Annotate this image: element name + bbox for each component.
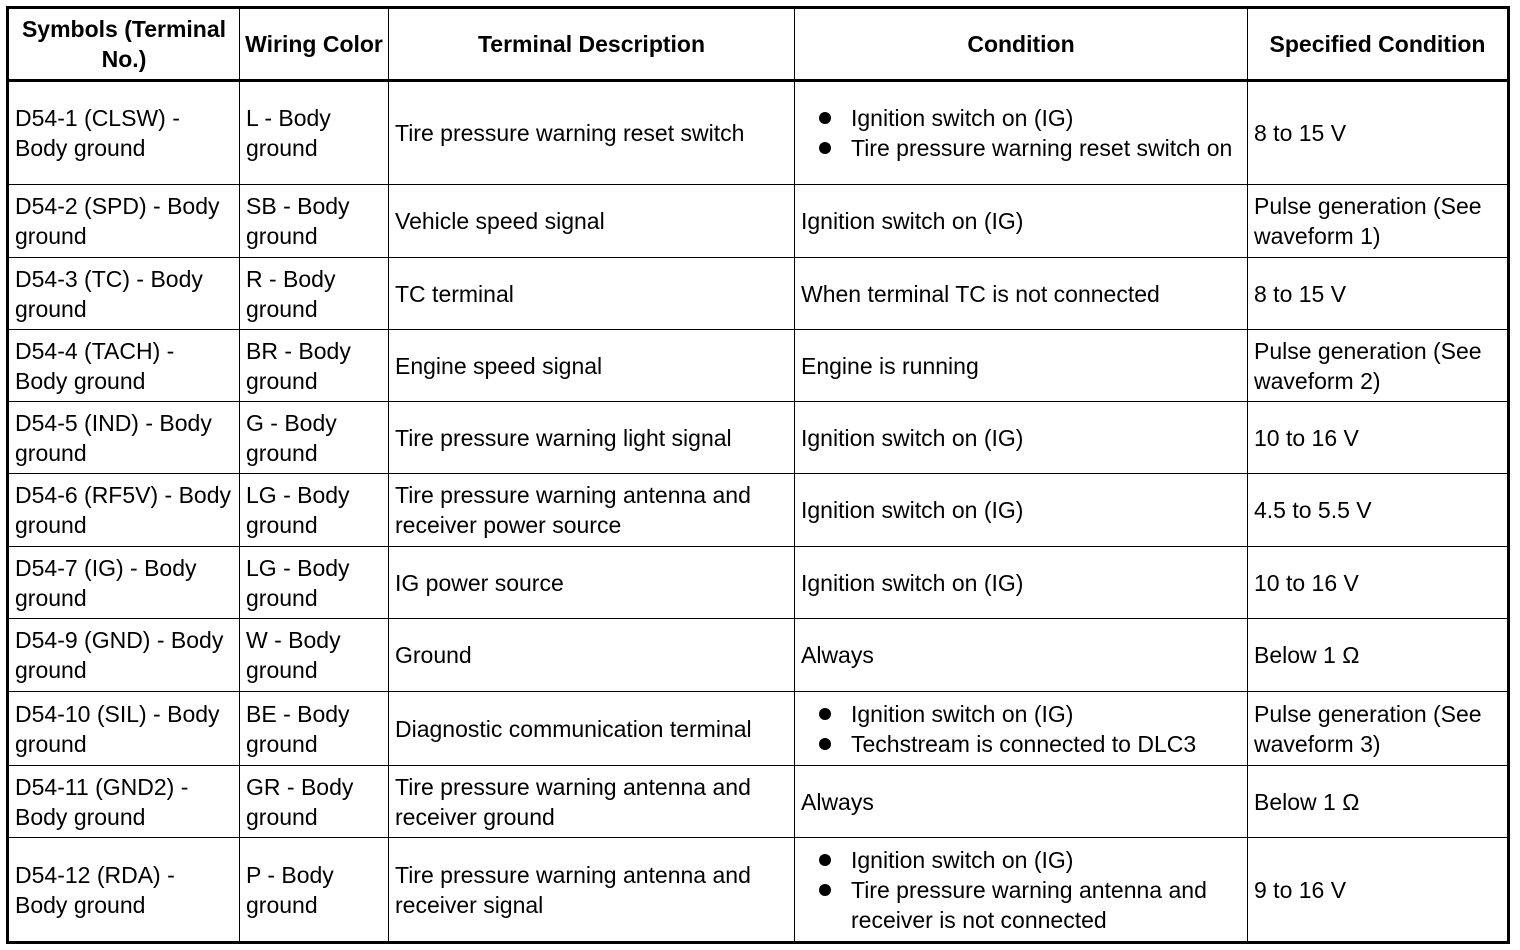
table-header-row (8, 8, 1509, 81)
terminal-symbol-cell: D54-12 (RDA) - Body ground (8, 838, 240, 943)
condition-list (801, 845, 1241, 935)
terminal-description-cell: Tire pressure warning light signal (389, 402, 795, 474)
condition-item (801, 845, 1241, 875)
condition-item (801, 729, 1241, 759)
specified-condition-cell: Pulse generation (See waveform 3) (1248, 692, 1509, 766)
bullet-icon (819, 884, 831, 896)
condition-list (801, 699, 1241, 759)
wiring-color-cell: L - Body ground (240, 81, 389, 185)
terminal-symbol-cell: D54-3 (TC) - Body ground (8, 258, 240, 330)
condition-cell (795, 619, 1248, 692)
condition-item (801, 875, 1241, 935)
terminal-description-cell: Tire pressure warning reset switch (389, 81, 795, 185)
header-symbols: Symbols (Terminal No.) (8, 8, 240, 81)
terminal-table (6, 6, 1510, 944)
header-wiring-color: Wiring Color (240, 8, 389, 81)
specified-condition-cell: 9 to 16 V (1248, 838, 1509, 943)
terminal-symbol-cell: D54-4 (TACH) - Body ground (8, 330, 240, 402)
terminal-description-cell: Tire pressure warning antenna and receiver ground (389, 766, 795, 838)
table-row (8, 330, 1509, 402)
terminal-description-cell: TC terminal (389, 258, 795, 330)
bullet-icon (819, 708, 831, 720)
table-body (8, 81, 1509, 943)
condition-item (801, 699, 1241, 729)
specified-condition-cell: 10 to 16 V (1248, 547, 1509, 619)
table-row (8, 402, 1509, 474)
condition-item (801, 103, 1241, 133)
specified-condition-cell: 8 to 15 V (1248, 258, 1509, 330)
table-row (8, 81, 1509, 185)
condition-cell (795, 766, 1248, 838)
table-row (8, 547, 1509, 619)
terminal-description-cell: Vehicle speed signal (389, 185, 795, 258)
condition-text: Tire pressure warning antenna and receiver is not connected (851, 876, 1207, 933)
terminal-description-cell: Tire pressure warning antenna and receiver signal (389, 838, 795, 943)
condition-cell (795, 330, 1248, 402)
specified-condition-cell: Pulse generation (See waveform 2) (1248, 330, 1509, 402)
header-specified-condition: Specified Condition (1248, 8, 1509, 81)
specified-condition-cell: 4.5 to 5.5 V (1248, 474, 1509, 547)
terminal-symbol-cell: D54-7 (IG) - Body ground (8, 547, 240, 619)
wiring-color-cell: LG - Body ground (240, 474, 389, 547)
condition-text: Always (801, 642, 874, 668)
condition-text: Ignition switch on (IG) (851, 700, 1074, 727)
condition-item (801, 133, 1241, 163)
specified-condition-cell: 10 to 16 V (1248, 402, 1509, 474)
condition-cell (795, 185, 1248, 258)
wiring-color-cell: W - Body ground (240, 619, 389, 692)
condition-text: Ignition switch on (IG) (801, 569, 1024, 596)
specified-condition-cell: Below 1 Ω (1248, 619, 1509, 692)
condition-cell (795, 402, 1248, 474)
condition-text: Ignition switch on (IG) (801, 497, 1024, 523)
table-row (8, 474, 1509, 547)
terminal-description-cell: Diagnostic communication terminal (389, 692, 795, 766)
terminal-symbol-cell: D54-9 (GND) - Body ground (8, 619, 240, 692)
condition-cell (795, 474, 1248, 547)
condition-cell (795, 547, 1248, 619)
specified-condition-cell: Pulse generation (See waveform 1) (1248, 185, 1509, 258)
header-terminal-description: Terminal Description (389, 8, 795, 81)
condition-text: Engine is running (801, 352, 979, 379)
table-row (8, 619, 1509, 692)
condition-text: Tire pressure warning reset switch on (851, 135, 1233, 161)
table-row (8, 838, 1509, 943)
wiring-color-cell: BE - Body ground (240, 692, 389, 766)
terminal-description-cell: IG power source (389, 547, 795, 619)
table-row (8, 766, 1509, 838)
condition-text: When terminal TC is not connected (801, 280, 1160, 307)
table-row (8, 258, 1509, 330)
terminal-description-cell: Tire pressure warning antenna and receiver power source (389, 474, 795, 547)
terminal-symbol-cell: D54-11 (GND2) - Body ground (8, 766, 240, 838)
condition-text: Ignition switch on (IG) (851, 846, 1074, 873)
table-row (8, 692, 1509, 766)
condition-list (801, 103, 1241, 163)
terminal-symbol-cell: D54-5 (IND) - Body ground (8, 402, 240, 474)
condition-cell (795, 838, 1248, 943)
wiring-color-cell: LG - Body ground (240, 547, 389, 619)
wiring-color-cell: BR - Body ground (240, 330, 389, 402)
header-condition: Condition (795, 8, 1248, 81)
condition-text: Ignition switch on (IG) (851, 105, 1074, 131)
terminal-description-cell: Engine speed signal (389, 330, 795, 402)
specified-condition-cell: Below 1 Ω (1248, 766, 1509, 838)
terminal-symbol-cell: D54-6 (RF5V) - Body ground (8, 474, 240, 547)
bullet-icon (819, 142, 831, 154)
bullet-icon (819, 738, 831, 750)
wiring-color-cell: G - Body ground (240, 402, 389, 474)
condition-text: Always (801, 788, 874, 815)
bullet-icon (819, 854, 831, 866)
condition-cell (795, 81, 1248, 185)
terminal-symbol-cell: D54-2 (SPD) - Body ground (8, 185, 240, 258)
terminal-symbol-cell: D54-1 (CLSW) - Body ground (8, 81, 240, 185)
wiring-color-cell: P - Body ground (240, 838, 389, 943)
table-row (8, 185, 1509, 258)
condition-text: Ignition switch on (IG) (801, 424, 1024, 451)
terminal-symbol-cell: D54-10 (SIL) - Body ground (8, 692, 240, 766)
condition-cell (795, 258, 1248, 330)
specified-condition-cell: 8 to 15 V (1248, 81, 1509, 185)
wiring-color-cell: R - Body ground (240, 258, 389, 330)
condition-cell (795, 692, 1248, 766)
terminal-description-cell: Ground (389, 619, 795, 692)
condition-text: Techstream is connected to DLC3 (851, 730, 1197, 757)
wiring-color-cell: SB - Body ground (240, 185, 389, 258)
condition-text: Ignition switch on (IG) (801, 208, 1024, 234)
bullet-icon (819, 112, 831, 124)
wiring-color-cell: GR - Body ground (240, 766, 389, 838)
